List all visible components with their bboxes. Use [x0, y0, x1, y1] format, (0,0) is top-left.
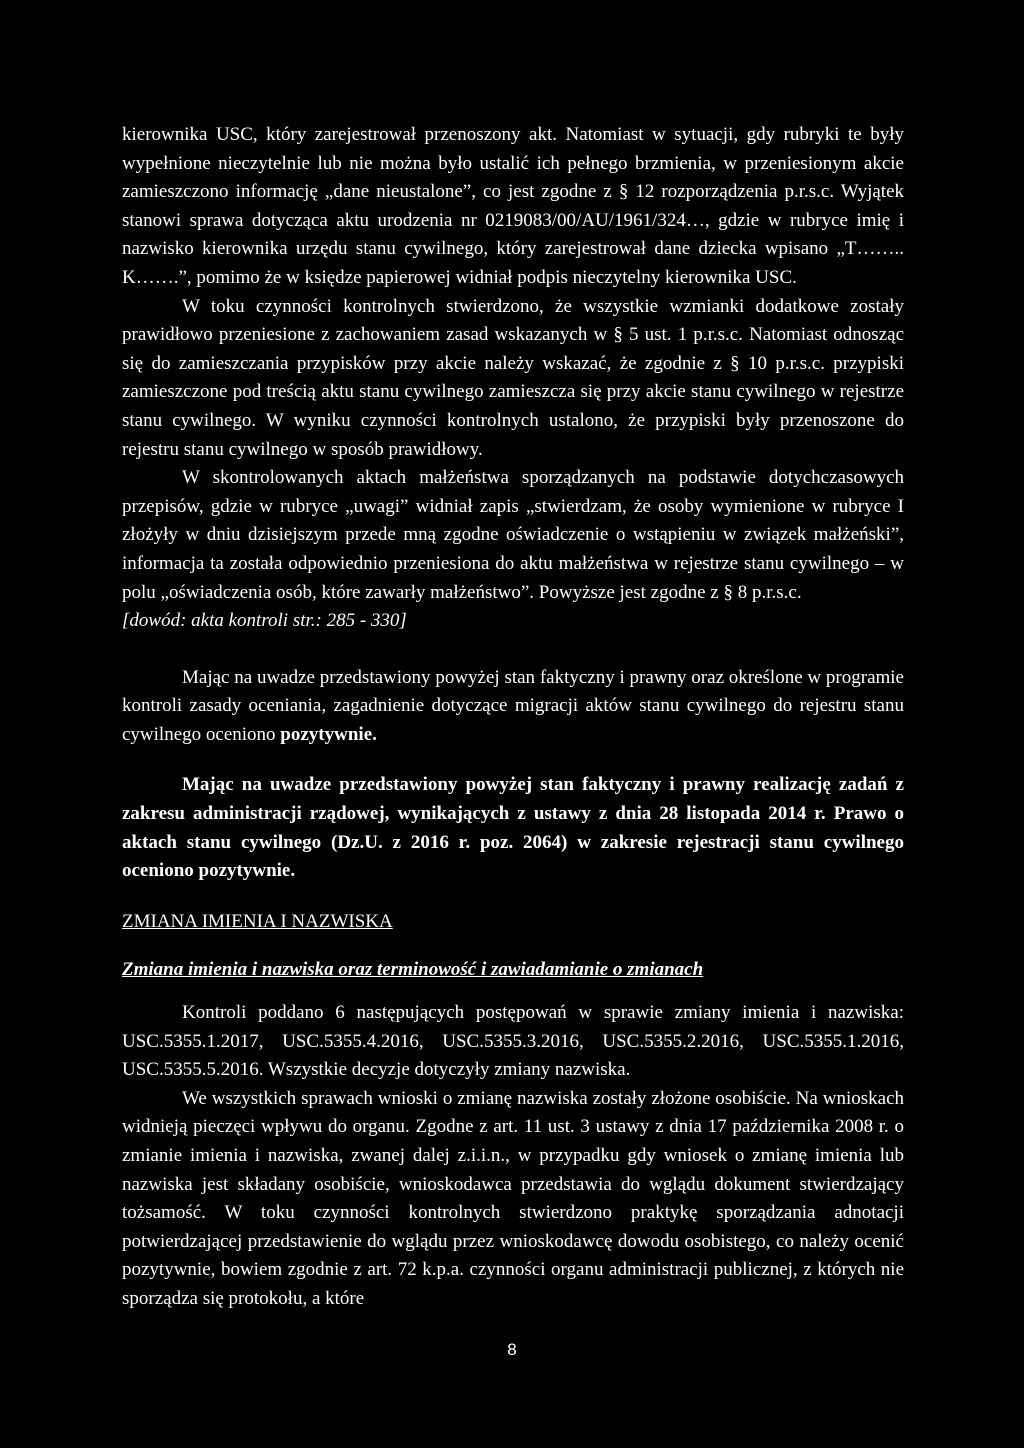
paragraph-1: kierownika USC, który zarejestrował przenoszony akt. Natomiast w sytuacji, gdy rubryki te były wypełnione nieczytelnie lub nie można było ustalić ich pełnego brzmienia, w przeniesionym akcie zamieszczono informację „dane nieustalone”, co jest zgodne z § 12 rozporządzenia p.r.s.c. Wyjątek stanowi sprawa dotycząca aktu urodzenia nr 0219083/00/AU/1961/324…, gdzie w rubryce imię i nazwisko kierownika urzędu stanu cywilnego, który zarejestrował dane dziecka wpisano „T…….. K…….”, pomimo że w księdze papierowej widniał podpis nieczytelny kierownika USC. — [122, 124, 904, 288]
page-number: 8 — [507, 1340, 517, 1359]
paragraph-6: Kontroli poddano 6 następujących postępowań w sprawie zmiany imienia i nazwiska: USC.5355.1.2017, USC.5355.4.2016, USC.5355.3.2016, USC.5355.2.2016, USC.5355.1.2016, USC.5355.5.2016. Wszystkie decyzje dotyczyły zmiany nazwiska. — [122, 1002, 904, 1081]
spacer — [122, 886, 904, 908]
spacer — [122, 985, 904, 999]
paragraph-assessment — [122, 664, 904, 750]
paragraph-3: W skontrolowanych aktach małżeństwa sporządzanych na podstawie dotychczasowych przepisów, gdzie w rubryce „uwagi” widniał zapis „stwierdzam, że osoby wymienione w rubryce I złożyły w dniu dzisiejszym przede mną zgodne oświadczenie o wstąpieniu w związek małżeński”, informacja ta została odpowiednio przeniesiona do aktu małżeństwa w rejestrze stanu cywilnego – w polu „oświadczenia osób, które zawarły małżeństwo”. Powyższe jest zgodne z § 8 p.r.s.c. — [122, 467, 904, 603]
paragraph-overall-assessment: Mając na uwadze przedstawiony powyżej stan faktyczny i prawny realizację zadań z zakresu administracji rządowej, wynikających z ustawy z dnia 28 listopada 2014 r. Prawo o aktach stanu cywilnego (Dz.U. z 2016 r. poz. 2064) w zakresie rejestracji stanu cywilnego oceniono pozytywnie. — [122, 774, 904, 882]
spacer — [122, 936, 904, 956]
assessment-result: pozytywnie. — [280, 723, 377, 745]
section-subheading: Zmiana imienia i nazwiska oraz terminowość i zawiadamianie o zmianach — [122, 959, 704, 981]
spacer — [122, 749, 904, 771]
paragraph-7: We wszystkich sprawach wnioski o zmianę nazwiska zostały złożone osobiście. Na wnioskach widnieją pieczęci wpływu do organu. Zgodne z art. 11 ust. 3 ustawy z dnia 17 października 2008 r. o zmianie imienia i nazwiska, zwanej dalej z.i.i.n., w przypadku gdy wniosek o zmianę imienia lub nazwiska jest składany osobiście, wnioskodawca przedstawia do wglądu dokument stwierdzający tożsamość. W toku czynności kontrolnych stwierdzono praktykę sporządzania adnotacji potwierdzającej przedstawienie do wglądu przez wnioskodawcę dowodu osobistego, co należy ocenić pozytywnie, bowiem zgodnie z art. 72 k.p.a. czynności organu administracji publicznej, z których nie sporządza się protokołu, a które — [122, 1087, 904, 1309]
spacer — [122, 636, 904, 664]
paragraph-2: W toku czynności kontrolnych stwierdzono, że wszystkie wzmianki dodatkowe zostały prawidłowo przeniesione z zachowaniem zasad wskazanych w § 5 ust. 1 p.r.s.c. Natomiast odnosząc się do zamieszczania przypisków przy akcie należy wskazać, że zgodnie z § 10 p.r.s.c. przypiski zamieszczone pod treścią aktu stanu cywilnego zamieszcza się przy akcie stanu cywilnego w rejestrze stanu cywilnego. W wyniku czynności kontrolnych ustalono, że przypiski były przenoszone do rejestru stanu cywilnego w sposób prawidłowy. — [122, 295, 904, 460]
assessment-text: Mając na uwadze przedstawiony powyżej stan faktyczny i prawny oraz określone w programie kontroli zasady oceniania, zagadnienie dotyczące migracji aktów stanu cywilnego do rejestru stanu cywilnego oceniono — [122, 666, 904, 745]
document-body — [122, 121, 904, 1314]
section-heading: ZMIANA IMIENIA I NAZWISKA — [122, 910, 393, 932]
evidence-reference: [dowód: akta kontroli str.: 285 - 330] — [122, 610, 407, 632]
